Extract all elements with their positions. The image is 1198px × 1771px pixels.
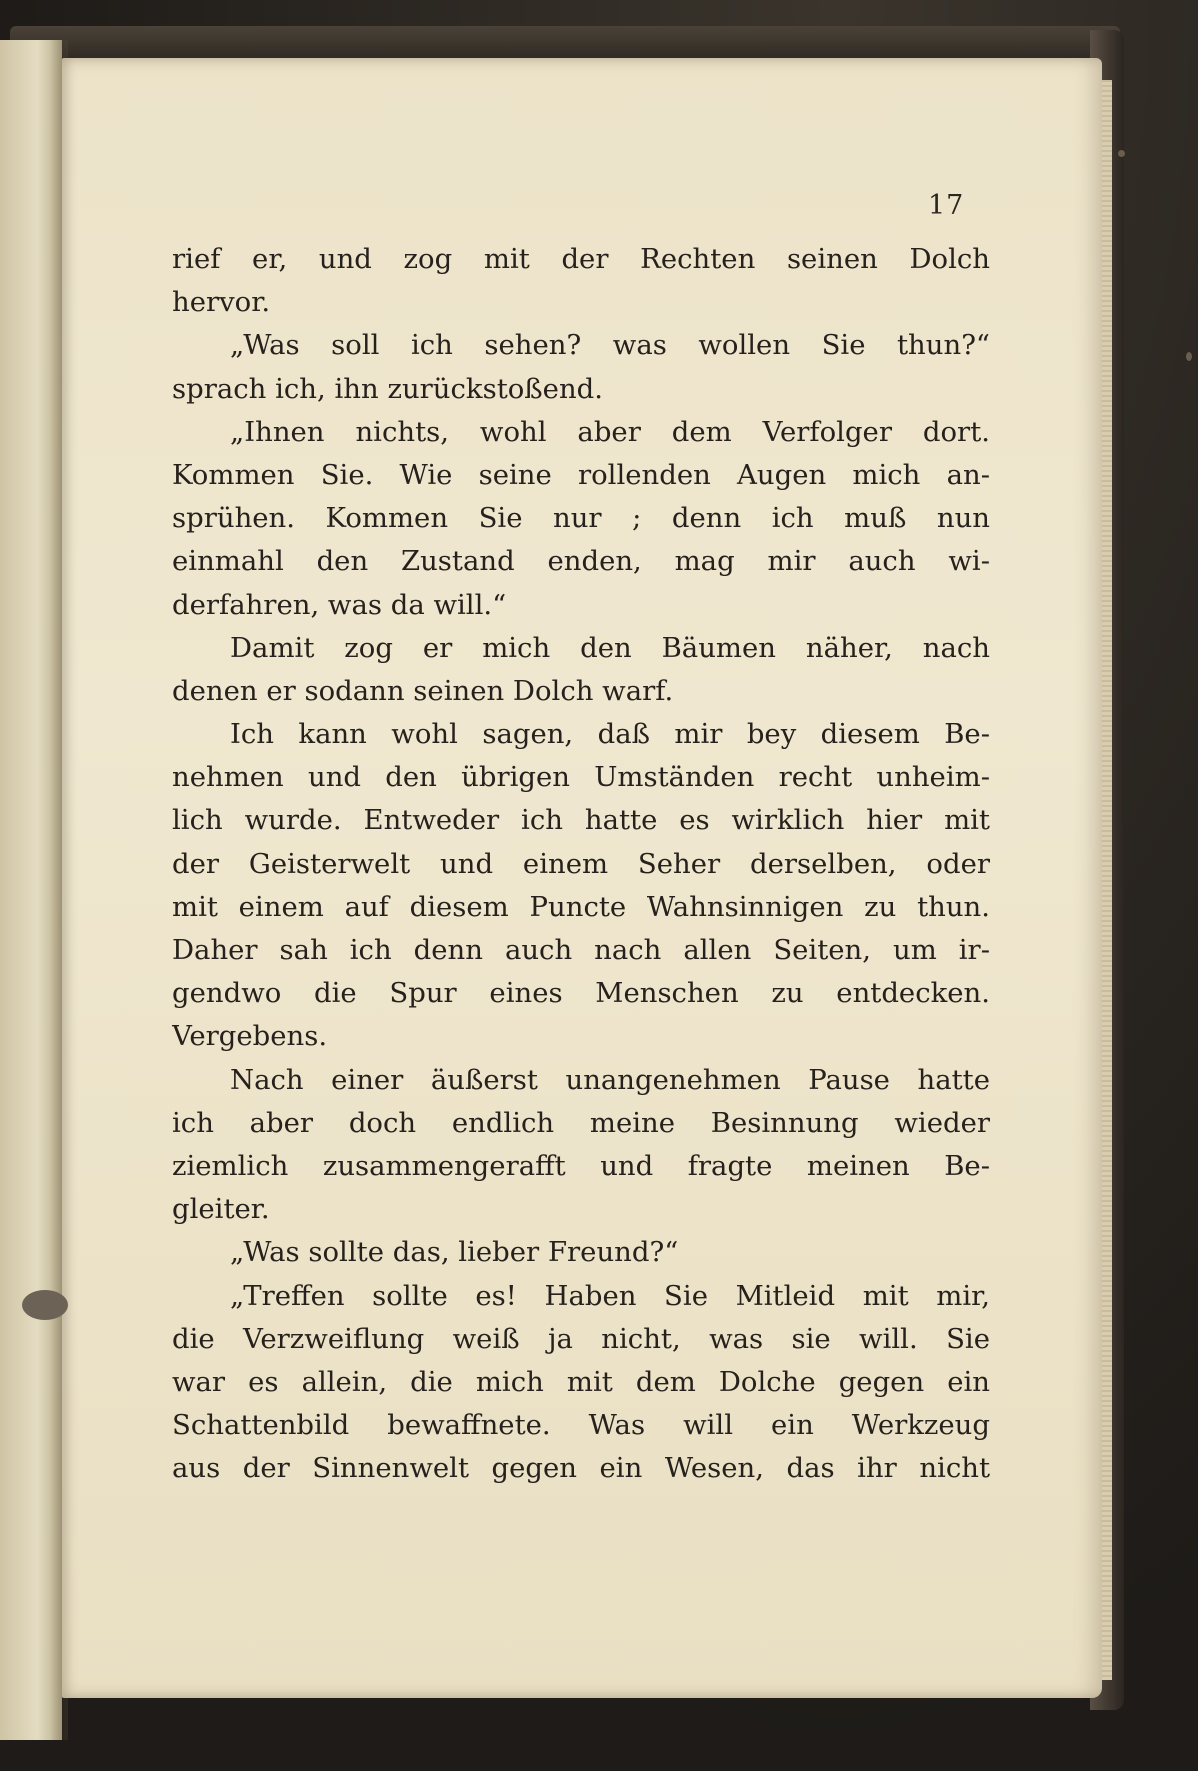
text-line: ziemlich zusammengerafft und fragte meinen Be-: [172, 1149, 990, 1182]
text-line: lich wurde. Entweder ich hatte es wirklich hier mit: [172, 804, 990, 837]
ink-speck: [1118, 150, 1125, 157]
binding-hole: [22, 1290, 68, 1320]
text-line: denen er sodann seinen Dolch warf.: [172, 674, 674, 707]
text-line: „Was soll ich sehen? was wollen Sie thun?“: [230, 329, 990, 362]
text-line: Kommen Sie. Wie seine rollenden Augen mich an-: [172, 458, 990, 491]
text-line: Ich kann wohl sagen, daß mir bey diesem Be-: [230, 718, 990, 751]
text-line: aus der Sinnenwelt gegen ein Wesen, das ihr nicht: [172, 1452, 990, 1485]
text-line: Schattenbild bewaffnete. Was will ein Werkzeug: [172, 1409, 990, 1442]
text-line: sprach ich, ihn zurückstoßend.: [172, 372, 604, 405]
text-line: einmahl den Zustand enden, mag mir auch wi-: [172, 545, 990, 578]
text-line: war es allein, die mich mit dem Dolche gegen ein: [172, 1365, 990, 1398]
page-text-block: [172, 238, 990, 1538]
text-line: mit einem auf diesem Puncte Wahnsinnigen zu thun.: [172, 890, 990, 923]
text-line: Vergebens.: [172, 1020, 328, 1053]
text-line: die Verzweiflung weiß ja nicht, was sie will. Sie: [172, 1322, 990, 1355]
text-line: Daher sah ich denn auch nach allen Seiten, um ir-: [172, 934, 990, 966]
page-edge-stack: [1102, 80, 1112, 1680]
text-line: „Ihnen nichts, wohl aber dem Verfolger dort.: [230, 415, 990, 448]
page-number: 17: [928, 190, 965, 221]
text-line: der Geisterwelt und einem Seher derselben, oder: [172, 847, 990, 880]
text-line: sprühen. Kommen Sie nur ; denn ich muß nun: [172, 502, 990, 535]
text-line: „Treffen sollte es! Haben Sie Mitleid mit mir,: [230, 1279, 990, 1312]
text-line: hervor.: [172, 286, 271, 319]
text-line: gleiter.: [172, 1193, 270, 1226]
text-line: ich aber doch endlich meine Besinnung wieder: [172, 1106, 990, 1139]
text-line: rief er, und zog mit der Rechten seinen Dolch: [172, 243, 990, 275]
text-line: Damit zog er mich den Bäumen näher, nach: [230, 631, 990, 664]
text-line: gendwo die Spur eines Menschen zu entdecken.: [172, 977, 990, 1010]
text-line: derfahren, was da will.“: [172, 588, 507, 621]
text-line: nehmen und den übrigen Umständen recht unheim-: [172, 761, 990, 794]
ink-speck: [1186, 352, 1192, 361]
text-line: „Was sollte das, lieber Freund?“: [230, 1236, 679, 1269]
text-line: Nach einer äußerst unangenehmen Pause hatte: [230, 1063, 990, 1096]
